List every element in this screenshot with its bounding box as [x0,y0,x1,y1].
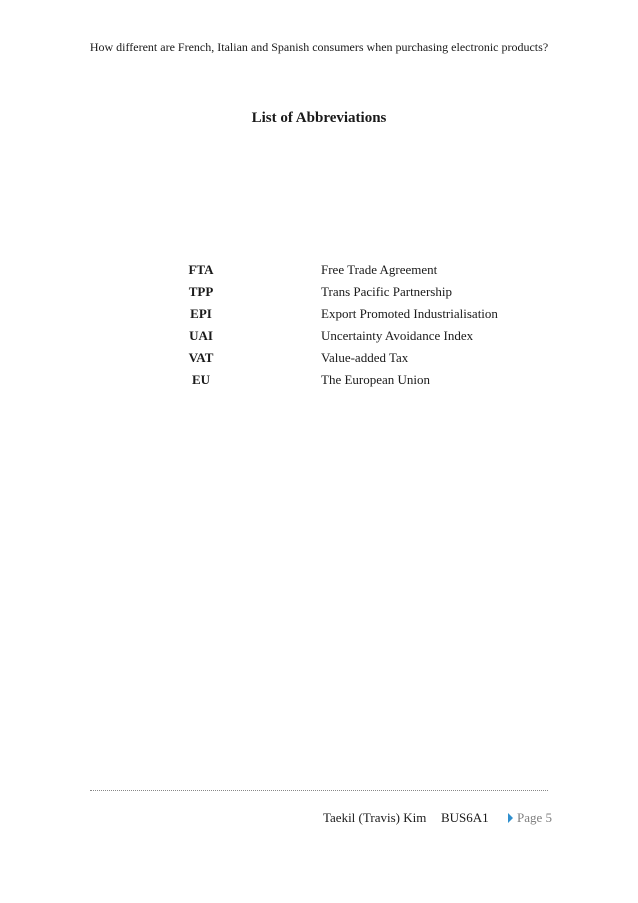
footer-divider [90,790,548,791]
abbreviation-code: FTA [188,262,214,277]
footer-author: Taekil (Travis) Kim [323,810,427,825]
footer-course-code: BUS6A1 [441,810,489,825]
abbreviation-meaning: The European Union [321,372,431,387]
abbreviation-code: EU [191,372,211,387]
abbreviations-table [150,259,550,391]
abbreviation-code: UAI [189,328,213,343]
abbreviation-code: VAT [188,350,214,365]
triangle-right-icon [508,813,513,823]
abbreviation-meaning: Free Trade Agreement [321,262,438,277]
abbreviation-row [150,259,550,281]
abbreviation-row [150,303,550,325]
footer-page-number [508,810,552,826]
abbreviation-row [150,325,550,347]
abbreviation-meaning: Value-added Tax [321,350,409,365]
abbreviation-meaning: Export Promoted Industrialisation [321,306,498,321]
page-footer [0,810,638,828]
abbreviation-row [150,347,550,369]
abbreviation-row [150,281,550,303]
running-header: How different are French, Italian and Spanish consumers when purchasing electronic products? [89,40,549,54]
page-number-label: Page 5 [517,810,553,825]
abbreviation-row [150,369,550,391]
abbreviation-meaning: Uncertainty Avoidance Index [321,328,474,343]
abbreviation-meaning: Trans Pacific Partnership [321,284,452,299]
page-title: List of Abbreviations [251,110,387,126]
abbreviation-code: TPP [188,284,214,299]
abbreviation-code: EPI [190,306,212,321]
